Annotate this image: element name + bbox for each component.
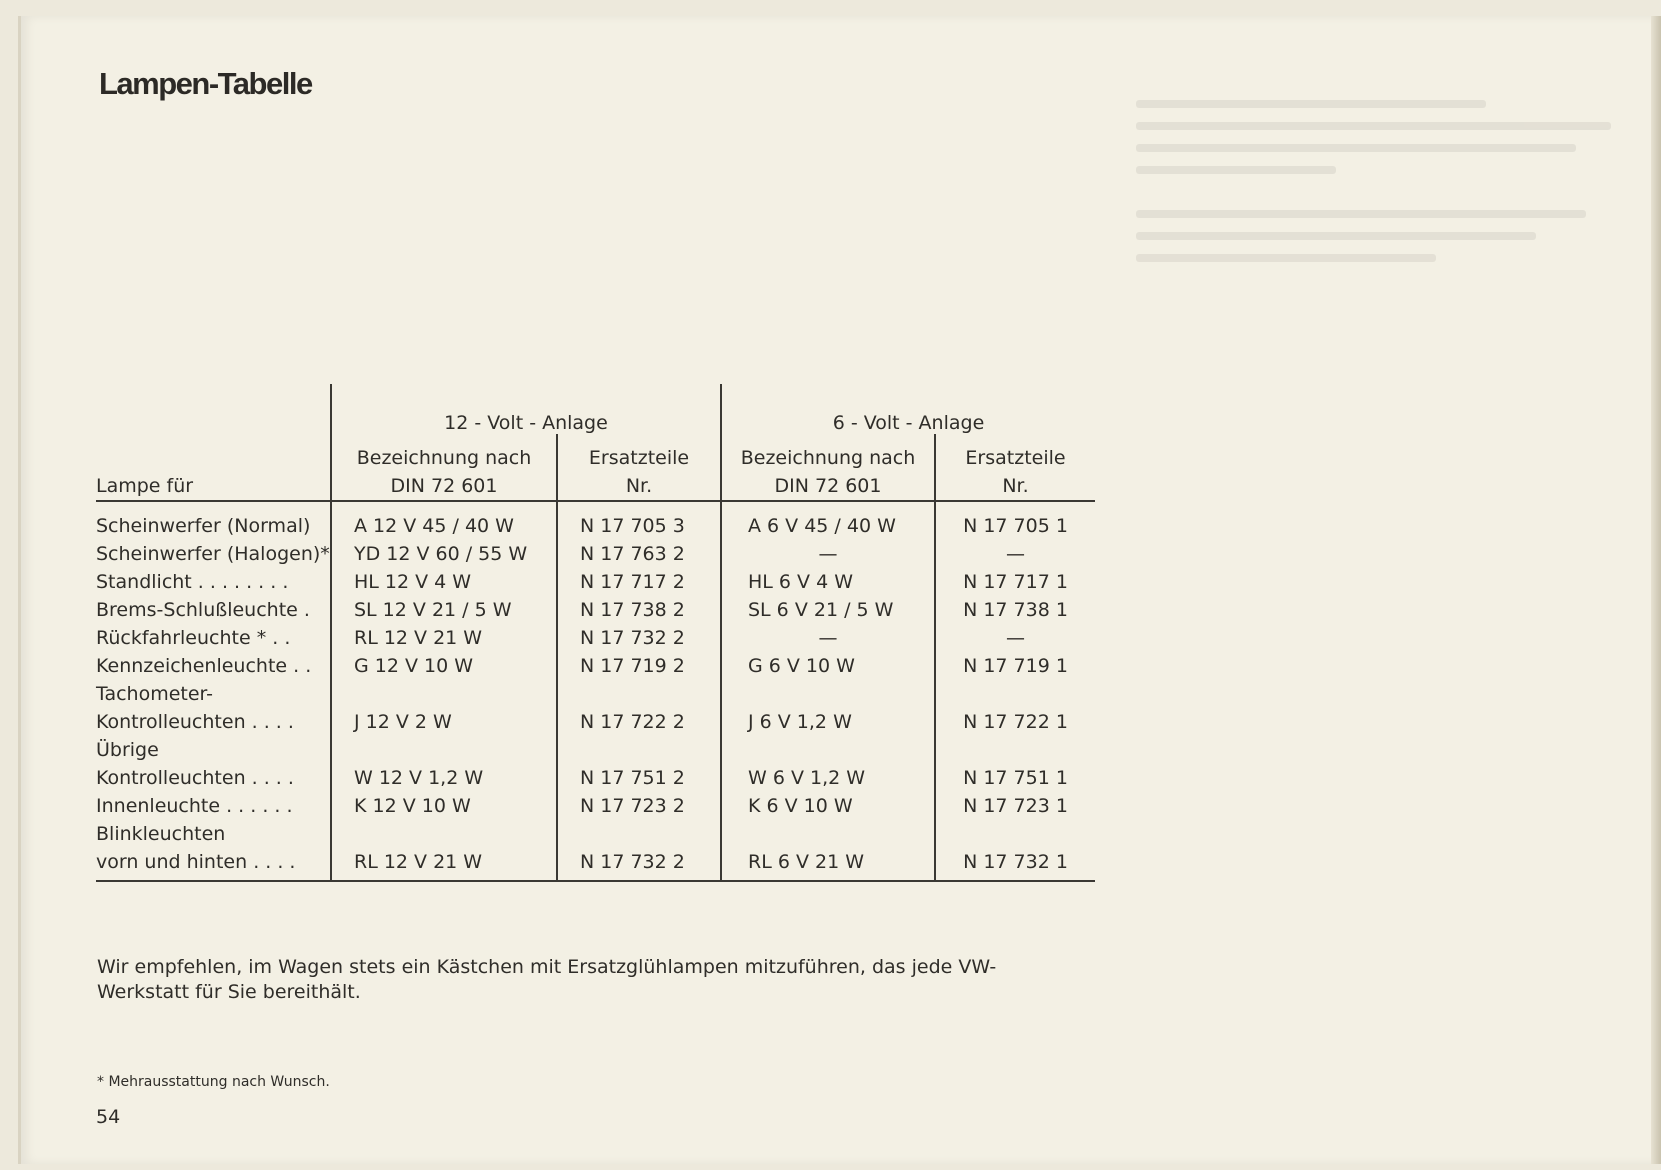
cell-nr-6v: —	[935, 624, 1095, 652]
page-number: 54	[96, 1106, 121, 1128]
cell-lampe: Blinkleuchten	[96, 823, 226, 845]
cell-nr-12v: N 17 751 2	[557, 764, 721, 792]
table-row	[96, 596, 1095, 624]
cell-bez-6v	[721, 736, 935, 764]
cell-bez-12v: YD 12 V 60 / 55 W	[331, 540, 557, 568]
cell-nr-6v: N 17 732 1	[935, 848, 1095, 881]
cell-nr-6v: N 17 722 1	[935, 708, 1095, 736]
cell-nr-12v: N 17 705 3	[557, 501, 721, 540]
cell-bez-6v	[721, 820, 935, 848]
table-row	[96, 708, 1095, 736]
cell-bez-12v: RL 12 V 21 W	[331, 848, 557, 881]
cell-nr-6v	[935, 820, 1095, 848]
cell-nr-6v: —	[935, 540, 1095, 568]
cell-lampe: Scheinwerfer (Halogen)*	[96, 543, 330, 565]
cell-nr-12v: N 17 723 2	[557, 792, 721, 820]
table-row	[96, 792, 1095, 820]
table-row	[96, 624, 1095, 652]
cell-bez-12v: RL 12 V 21 W	[331, 624, 557, 652]
cell-bez-6v: K 6 V 10 W	[721, 792, 935, 820]
cell-nr-12v	[557, 680, 721, 708]
cell-lampe: Standlicht . . . . . . . .	[96, 571, 289, 593]
cell-bez-6v: G 6 V 10 W	[721, 652, 935, 680]
cell-bez-6v: HL 6 V 4 W	[721, 568, 935, 596]
cell-nr-12v: N 17 717 2	[557, 568, 721, 596]
cell-bez-12v: SL 12 V 21 / 5 W	[331, 596, 557, 624]
cell-nr-12v: N 17 732 2	[557, 848, 721, 881]
page-title: Lampen-Tabelle	[99, 66, 312, 101]
table-row	[96, 764, 1095, 792]
table-row	[96, 680, 1095, 708]
cell-bez-6v: —	[721, 540, 935, 568]
cell-bez-12v: J 12 V 2 W	[331, 708, 557, 736]
cell-bez-6v: —	[721, 624, 935, 652]
cell-bez-12v: G 12 V 10 W	[331, 652, 557, 680]
cell-nr-12v	[557, 736, 721, 764]
cell-bez-6v: J 6 V 1,2 W	[721, 708, 935, 736]
table-row	[96, 736, 1095, 764]
cell-bez-12v: A 12 V 45 / 40 W	[331, 501, 557, 540]
group-header-12v: 12 - Volt - Anlage	[331, 384, 721, 434]
cell-nr-6v	[935, 736, 1095, 764]
cell-lampe: Übrige	[96, 739, 159, 761]
cell-lampe: Kennzeichenleuchte . .	[96, 655, 312, 677]
cell-nr-12v: N 17 738 2	[557, 596, 721, 624]
cell-lampe: Scheinwerfer (Normal)	[96, 515, 311, 537]
table-row	[96, 540, 1095, 568]
table-row	[96, 652, 1095, 680]
group-header-row	[96, 384, 1095, 434]
col-header-lampe: Lampe für	[96, 434, 331, 501]
cell-bez-6v: RL 6 V 21 W	[721, 848, 935, 881]
cell-nr-6v	[935, 680, 1095, 708]
cell-nr-6v: N 17 719 1	[935, 652, 1095, 680]
cell-lampe: Kontrolleuchten . . . .	[96, 767, 294, 789]
cell-lampe: Tachometer-	[96, 683, 214, 705]
cell-bez-12v: HL 12 V 4 W	[331, 568, 557, 596]
column-header-row	[96, 434, 1095, 501]
cell-nr-12v: N 17 732 2	[557, 624, 721, 652]
cell-bez-6v: W 6 V 1,2 W	[721, 764, 935, 792]
recommendation-text: Wir empfehlen, im Wagen stets ein Kästchen mit Ersatzglühlampen mitzuführen, das jede VW-Werkstatt für Sie bereithält.	[97, 956, 997, 1003]
cell-bez-6v	[721, 680, 935, 708]
cell-bez-12v	[331, 680, 557, 708]
cell-bez-6v: A 6 V 45 / 40 W	[721, 501, 935, 540]
cell-nr-6v: N 17 738 1	[935, 596, 1095, 624]
cell-nr-12v: N 17 763 2	[557, 540, 721, 568]
table-row	[96, 568, 1095, 596]
table-row	[96, 848, 1095, 881]
cell-lampe: Innenleuchte . . . . . .	[96, 795, 293, 817]
cell-bez-12v: K 12 V 10 W	[331, 792, 557, 820]
cell-lampe: vorn und hinten . . . .	[96, 848, 331, 881]
table-row	[96, 501, 1095, 540]
cell-lampe: Brems-Schlußleuchte .	[96, 599, 310, 621]
cell-lampe: Kontrolleuchten . . . .	[96, 711, 294, 733]
cell-bez-6v: SL 6 V 21 / 5 W	[721, 596, 935, 624]
cell-nr-6v: N 17 717 1	[935, 568, 1095, 596]
col-header-bezeichnung-6v: Bezeichnung nach DIN 72 601	[721, 434, 935, 501]
group-header-6v: 6 - Volt - Anlage	[721, 384, 1095, 434]
page-edge	[1651, 16, 1661, 1164]
cell-nr-12v: N 17 722 2	[557, 708, 721, 736]
cell-nr-6v: N 17 705 1	[935, 501, 1095, 540]
footnote: * Mehrausstattung nach Wunsch.	[97, 1074, 330, 1090]
cell-nr-12v	[557, 820, 721, 848]
cell-nr-12v: N 17 719 2	[557, 652, 721, 680]
cell-nr-6v: N 17 723 1	[935, 792, 1095, 820]
table-row	[96, 820, 1095, 848]
cell-bez-12v: W 12 V 1,2 W	[331, 764, 557, 792]
cell-bez-12v	[331, 820, 557, 848]
cell-bez-12v	[331, 736, 557, 764]
cell-nr-6v: N 17 751 1	[935, 764, 1095, 792]
bleed-through-text	[1136, 86, 1636, 1146]
col-header-bezeichnung-12v: Bezeichnung nach DIN 72 601	[331, 434, 557, 501]
col-header-ersatzteile-6v: Ersatzteile Nr.	[935, 434, 1095, 501]
lamp-table	[96, 384, 1095, 882]
cell-lampe: Rückfahrleuchte * . .	[96, 627, 291, 649]
col-header-ersatzteile-12v: Ersatzteile Nr.	[557, 434, 721, 501]
